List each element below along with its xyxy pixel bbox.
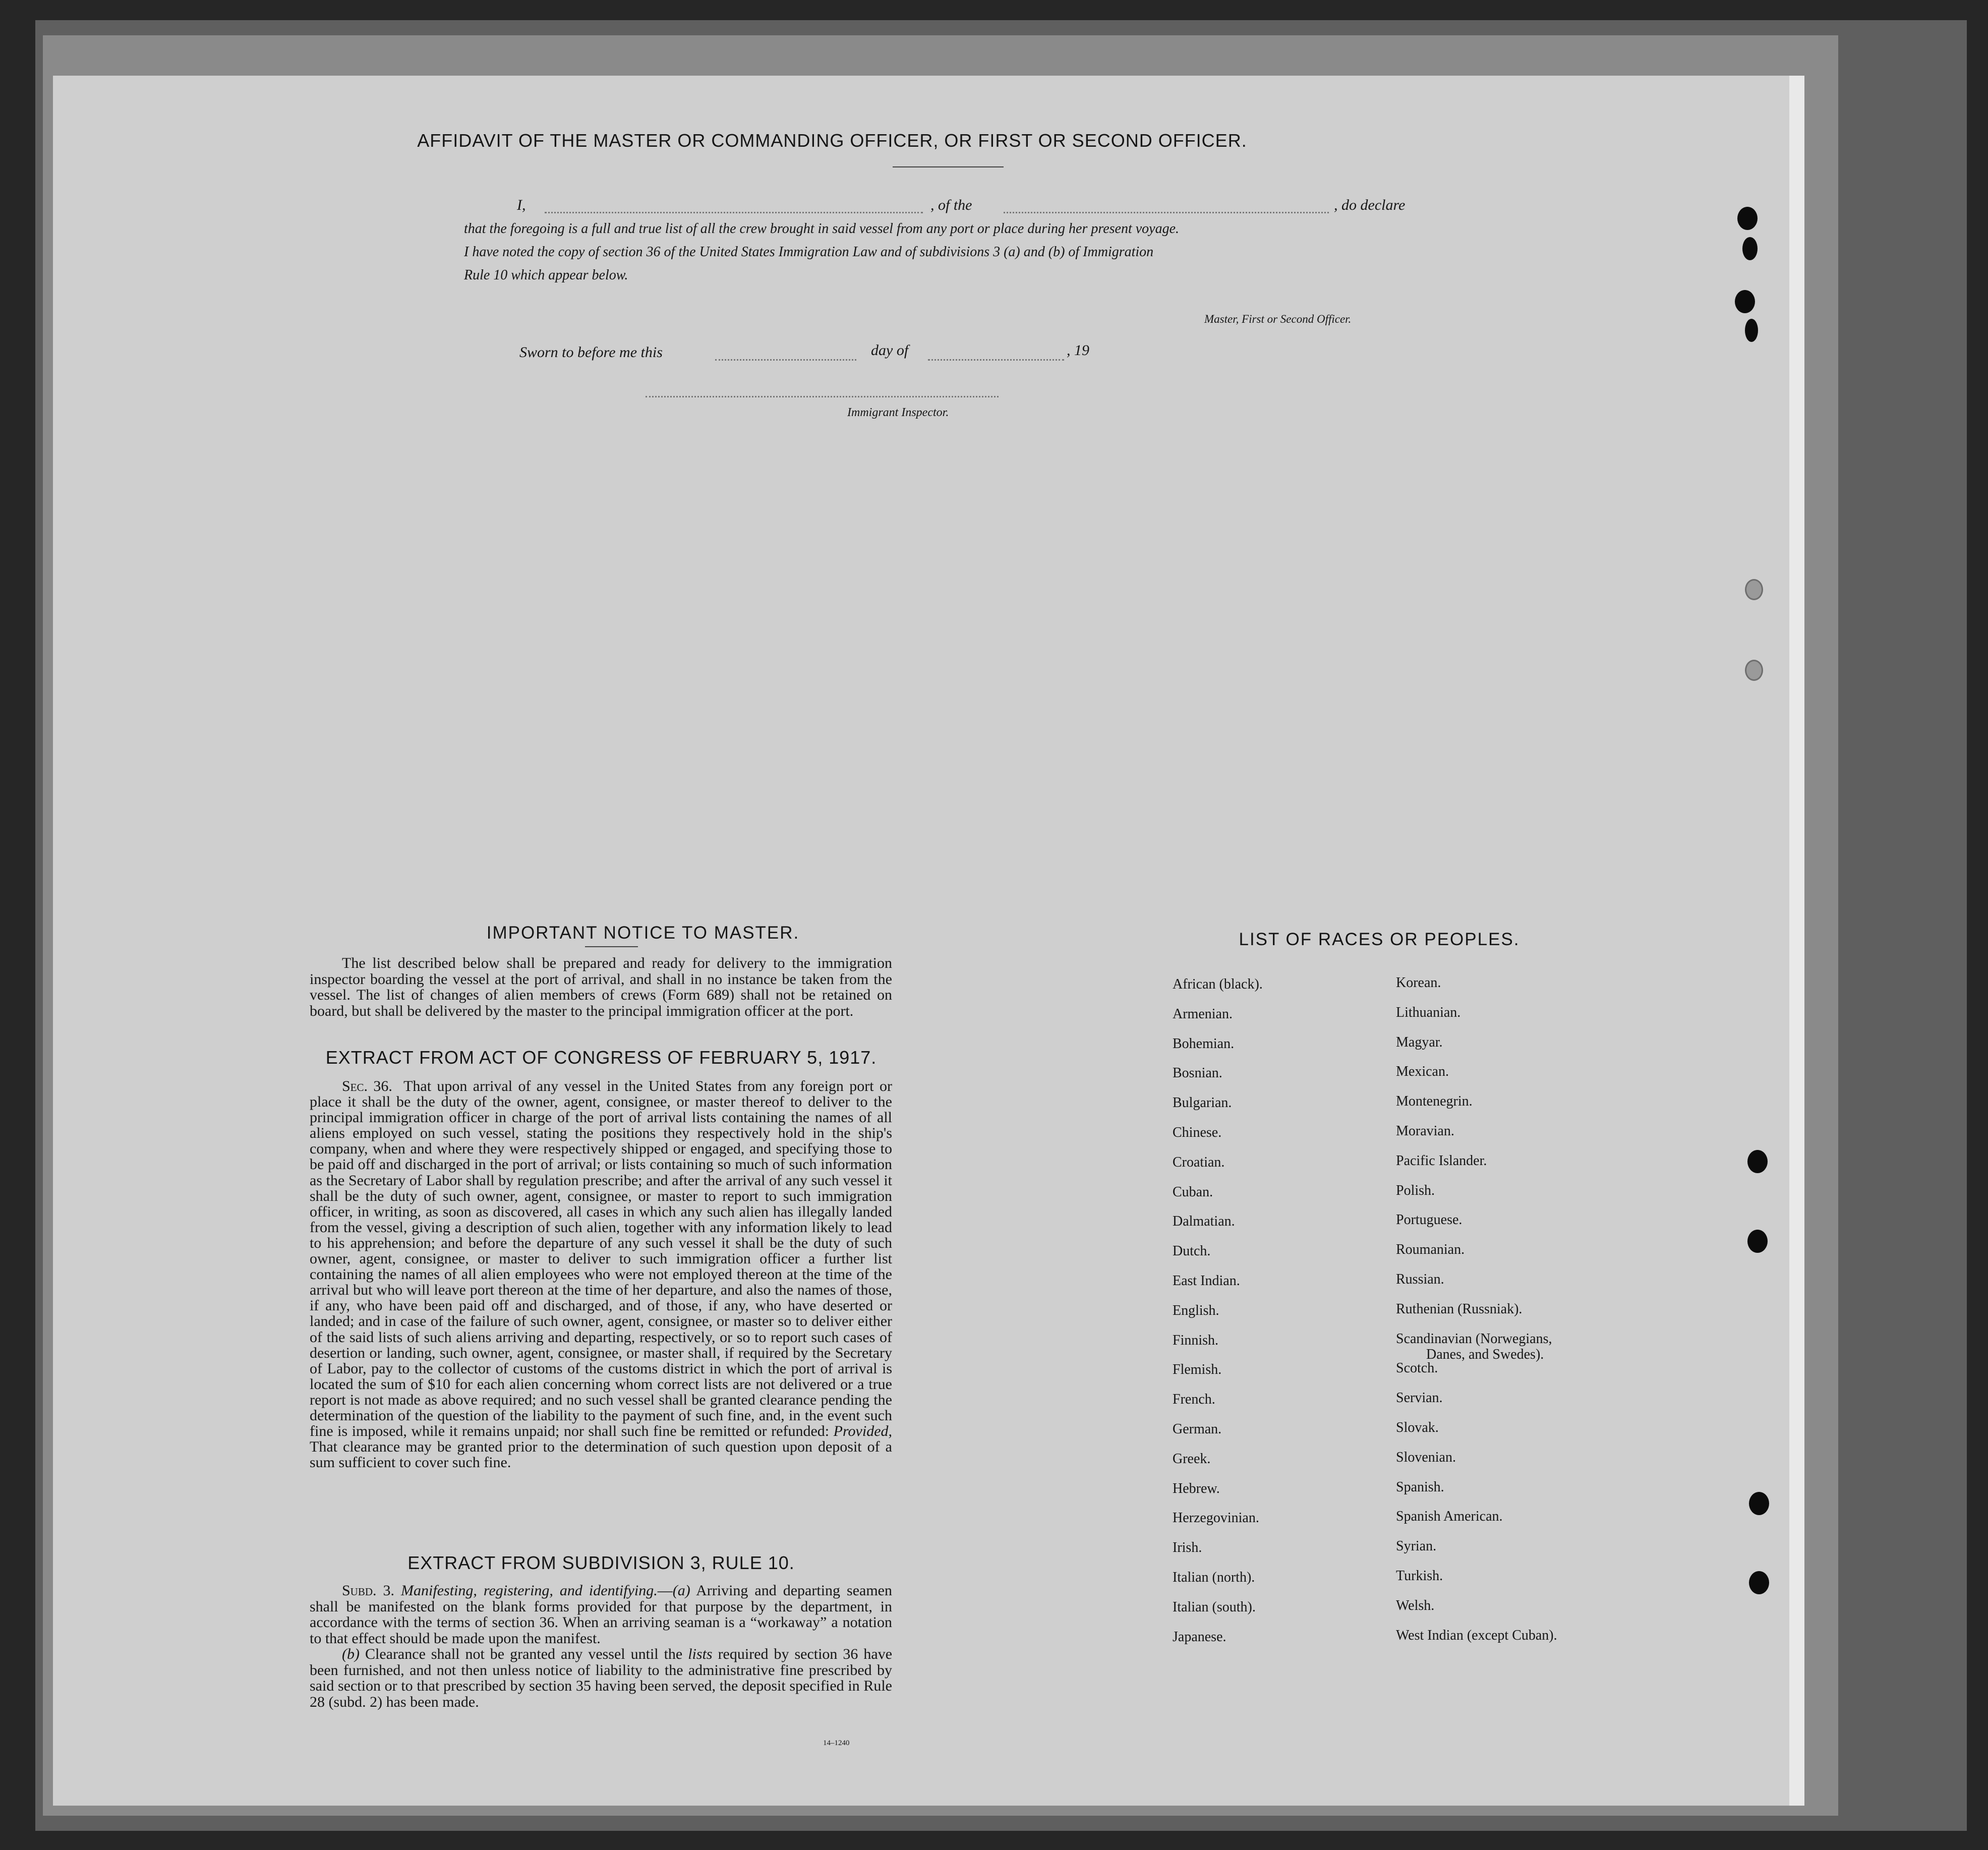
punch-hole [1749,1571,1769,1594]
race-item: Finnish. [1173,1332,1219,1348]
name-blank[interactable] [545,212,923,213]
notice-paragraph: The list described below shall be prepared and ready for delivery to the immigration inspector boarding the vessel at the port of arrival, and shall in no instance be taken from the vessel. The list of changes of alien members of crews (Form 689) shall not be retained on board, but shall be delivered by the master to the principal immigration officer at the port. [310,955,892,1019]
notice-title: IMPORTANT NOTICE TO MASTER. [486,923,800,943]
punch-hole [1747,1150,1768,1173]
race-item: Flemish. [1173,1362,1222,1378]
race-item: Turkish. [1396,1568,1443,1584]
sec-label: Sec. 36. [342,1078,392,1094]
subd-b-label: (b) [342,1646,360,1662]
race-item: Welsh. [1396,1597,1435,1613]
race-item: Polish. [1396,1182,1435,1198]
affidavit-of-the-label: , of the [930,197,972,213]
race-item: Dalmatian. [1173,1213,1235,1230]
day-blank[interactable] [715,359,856,361]
race-item-line: Scandinavian (Norwegians, [1396,1331,1552,1347]
sheet-edge [1789,76,1804,1806]
race-item: Greek. [1173,1451,1211,1467]
subd-heading: Manifesting, registering, and identifying. [401,1582,658,1599]
race-item: Irish. [1173,1540,1202,1556]
race-item: Lithuanian. [1396,1004,1461,1020]
notice-body [310,955,892,1019]
affidavit-declare-label: , do declare [1334,197,1406,213]
punch-hole [1735,290,1755,313]
races-left-column [1173,976,1263,1658]
race-item: Chinese. [1173,1124,1222,1140]
race-item: Pacific Islander. [1396,1152,1487,1169]
subd-b-body-1: Clearance shall not be granted any vessel until the [365,1646,683,1662]
master-signature-label: Master, First or Second Officer. [1204,313,1352,325]
race-item: Armenian. [1173,1006,1233,1022]
sec-body-end: That clearance may be granted prior to the determination of such question upon deposit of a sum sufficient to cover such fine. [310,1438,892,1471]
race-item: Bulgarian. [1173,1095,1232,1111]
race-item: Bohemian. [1173,1035,1235,1052]
race-item: Italian (north). [1173,1569,1255,1585]
subd-a-label: (a) [672,1582,690,1599]
affidavit-line-2: I have noted the copy of section 36 of the United States Immigration Law and of subdivisions 3 (a) and (b) of Immigration [464,244,1154,260]
sec-body: That upon arrival of any vessel in the United States from any foreign port or place it shall be the duty of the owner, agent, consignee, or master thereof to deliver to the principal immigration officer in charge of the port of arrival lists containing the names of all aliens employed on such vessel, stating the positions they respectively hold in the ship's company, when and where they were respectively shipped or engaged, and specifying those to be paid off and discharged in the port of arrival; or lists containing so much of such information as the Secretary of Labor shall by regulation prescribe; and after the arrival of any such vessel it shall be the duty of such owner, agent, consignee, or master to report to such immigration officer, in writing, as soon as discovered, all cases in which any such alien has illegally landed from the vessel, giving a description of such alien, together with any information likely to lead to his apprehension; and before the departure of any such vessel it shall be the duty of such owner, agent, consignee, or master to deliver to such immigration officer a further list containing the names of all alien employees who were not employed thereon at the time of the arrival but who will leave port thereon at the time of her departure, and also the names of those, if any, who have been paid off and discharged, and of those, if any, who have deserted or landed; and in case of the failure of such owner, agent, consignee, or master so to deliver either of the said lists of such aliens arriving and departing, respectively, or so to report such cases of desertion or landing, such owner, agent, consignee, or master shall, if required by the Secretary of Labor, pay to the collector of customs of the customs district in which the port of arrival is located the sum of $10 for each alien concerning whom correct lists are not delivered or a true report is not made as above required; and no such vessel shall be granted clearance pending the determination of the question of the liability to the payment of such fine, and, in the event such fine is imposed, while it remains unpaid; nor shall such fine be remitted or refunded: [310,1078,892,1440]
race-item: Montenegrin. [1396,1093,1473,1110]
race-item: Slovenian. [1396,1449,1456,1465]
race-item: Moravian. [1396,1123,1454,1139]
month-blank[interactable] [928,359,1064,361]
race-item: Hebrew. [1173,1480,1220,1496]
notice-title-rule [585,946,638,947]
race-item: English. [1173,1302,1219,1318]
race-item: Ruthenian (Russniak). [1396,1301,1523,1317]
form-number: 14–1240 [823,1739,850,1747]
race-item: Korean. [1396,975,1441,991]
extract-rule-title: EXTRACT FROM SUBDIVISION 3, RULE 10. [407,1552,795,1573]
subd-b-body-2: required by section 36 have been furnished, and not then unless notice of liability to the administrative fine prescribed by said section or to that prescribed by section 35 having been served, the deposit specified in Rule 28 (subd. 2) has been made. [310,1646,893,1710]
inspector-label: Immigrant Inspector. [847,406,949,419]
race-item: Slovak. [1396,1419,1439,1435]
sworn-label: Sworn to before me this [519,344,663,361]
subd-label: Subd. 3. [342,1582,395,1599]
race-item: French. [1173,1392,1215,1408]
punch-hole [1749,1492,1769,1515]
race-item: Roumanian. [1396,1242,1465,1258]
affidavit-line-3: Rule 10 which appear below. [464,267,628,283]
inspector-signature-blank[interactable] [646,396,999,397]
race-item: Mexican. [1396,1064,1449,1080]
race-item: West Indian (except Cuban). [1396,1627,1557,1643]
race-item: Russian. [1396,1271,1444,1287]
day-of-label: day of [871,342,909,359]
extract-rule-body: Subd. 3. Manifesting, registering, and identifying.—(a) Arriving and departing seamen shall be manifested on the blank forms provided for that purpose by the department, in accordance with the terms of section 36. When an arriving seaman is a “workaway” a notation to that effect should be made upon the manifest. (b) Clearance shall not be granted any vessel until the lists required by section 36 have been furnished, and not then unless notice of liability to the administrative fine prescribed by said section or to that prescribed by section 35 having been served, the deposit specified in Rule 28 (subd. 2) has been made. [310,1582,893,1710]
race-item: Japanese. [1173,1629,1226,1645]
provided-label: Provided, [833,1423,893,1440]
year-label: , 19 [1067,342,1089,359]
punch-hole [1737,207,1758,230]
punch-hole [1747,1230,1768,1253]
punch-hole [1745,660,1763,681]
race-item: Magyar. [1396,1034,1443,1050]
race-item: Portuguese. [1396,1212,1463,1228]
race-item: Herzegovinian. [1173,1510,1259,1526]
races-right-column [1396,975,1557,1657]
race-item: German. [1173,1421,1222,1437]
race-item: Scotch. [1396,1360,1438,1376]
subd-a-body: Arriving and departing seamen shall be manifested on the blank forms provided for that purpose by the department, in accordance with the terms of section 36. When an arriving seaman is a “workaway” a notation to that effect should be made upon the manifest. [310,1582,892,1647]
punch-hole [1742,237,1758,260]
affidavit-line-1: that the foregoing is a full and true list of all the crew brought in said vessel from any port or place during her present voyage. [464,221,1180,237]
race-item: Dutch. [1173,1243,1211,1259]
race-item: East Indian. [1173,1273,1240,1289]
affidavit-i-label: I, [517,197,526,213]
race-item: Spanish. [1396,1479,1444,1495]
race-item: Bosnian. [1173,1065,1222,1081]
extract-act-body [310,1078,892,1470]
vessel-blank[interactable] [1004,212,1329,213]
race-item [1396,1331,1557,1361]
race-item: Spanish American. [1396,1509,1503,1525]
race-item: Syrian. [1396,1538,1437,1554]
race-item-line: Danes, and Swedes). [1426,1346,1544,1362]
affidavit-title: AFFIDAVIT OF THE MASTER OR COMMANDING OFFICER, OR FIRST OR SECOND OFFICER. [417,130,1247,151]
race-item: Italian (south). [1173,1599,1256,1615]
race-item: African (black). [1173,976,1263,992]
punch-hole [1745,579,1763,600]
race-item: Cuban. [1173,1184,1213,1200]
race-item: Servian. [1396,1390,1443,1406]
subd-b-lists: lists [688,1646,713,1662]
races-title: LIST OF RACES OR PEOPLES. [1239,930,1520,949]
extract-act-title: EXTRACT FROM ACT OF CONGRESS OF FEBRUARY 5, 1917. [325,1047,877,1068]
punch-hole [1745,319,1758,342]
title-rule [893,166,1004,167]
race-item: Croatian. [1173,1154,1225,1170]
